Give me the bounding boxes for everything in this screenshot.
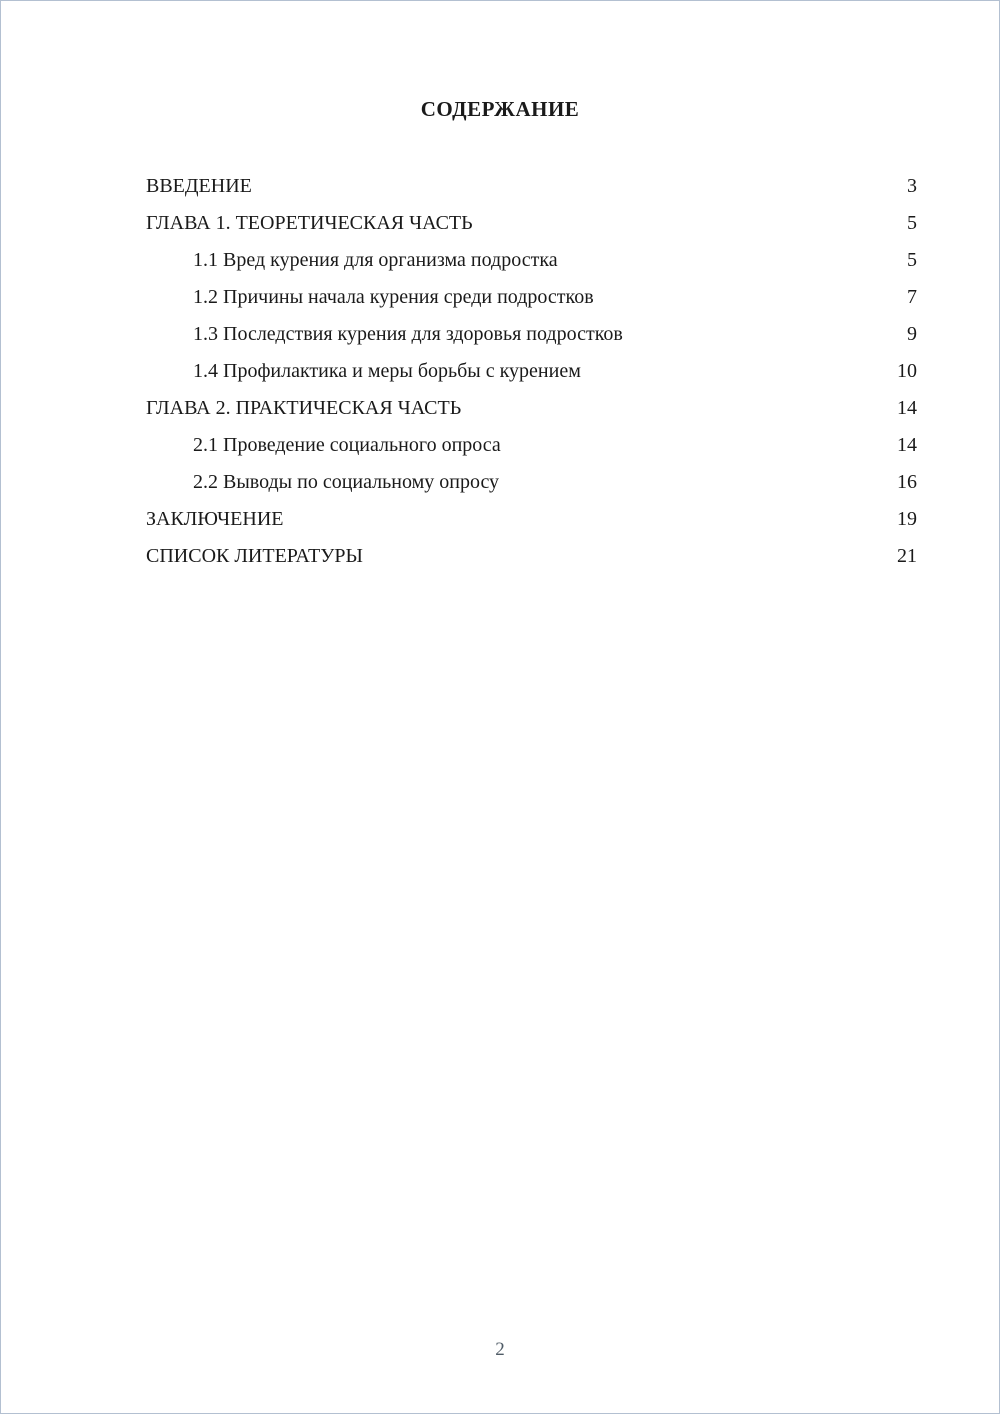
toc-row [146,168,917,205]
toc-row [146,501,917,538]
toc-entry-page: 9 [907,323,917,345]
toc-entry-label: ЗАКЛЮЧЕНИЕ [146,508,284,530]
toc-row [146,353,917,390]
toc-row [146,205,917,242]
toc-row [146,390,917,427]
page-title: СОДЕРЖАНИЕ [420,97,580,121]
toc-entry-label: 1.2 Причины начала курения среди подростков [193,286,594,308]
toc-list [1,168,999,575]
toc-row [146,464,917,501]
toc-entry-page: 21 [897,545,917,567]
toc-entry-page: 10 [897,360,917,382]
toc-entry-page: 19 [897,508,917,530]
toc-row [146,316,917,353]
toc-row [146,279,917,316]
toc-entry-page: 5 [907,249,917,271]
toc-row [146,427,917,464]
toc-row [146,242,917,279]
toc-entry-label: 1.3 Последствия курения для здоровья подростков [193,323,623,345]
toc-entry-label: 1.4 Профилактика и меры борьбы с курением [193,360,581,382]
toc-entry-page: 16 [897,471,917,493]
toc-entry-label: ГЛАВА 2. ПРАКТИЧЕСКАЯ ЧАСТЬ [146,397,462,419]
toc-entry-page: 5 [907,212,917,234]
toc-entry-label: 1.1 Вред курения для организма подростка [193,249,558,271]
toc-entry-page: 14 [897,434,917,456]
toc-entry-label: 2.2 Выводы по социальному опросу [193,471,500,493]
toc-row [146,538,917,575]
toc-entry-label: 2.1 Проведение социального опроса [193,434,501,456]
toc-entry-page: 14 [897,397,917,419]
toc-entry-page: 7 [907,286,917,308]
toc-entry-label: ВВЕДЕНИЕ [146,175,252,197]
footer-page-number: 2 [495,1339,505,1360]
toc-entry-page: 3 [907,175,917,197]
toc-entry-label: ГЛАВА 1. ТЕОРЕТИЧЕСКАЯ ЧАСТЬ [146,212,473,234]
toc-entry-label: СПИСОК ЛИТЕРАТУРЫ [146,545,363,567]
